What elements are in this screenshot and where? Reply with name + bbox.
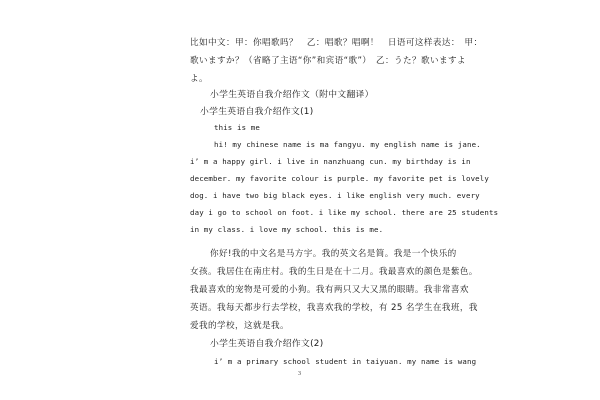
section-1-zh-line-2: 女孩。我居住在南庄村。我的生日是在十二月。我最喜欢的颜色是紫色。 [190, 267, 478, 277]
article-title: 小学生英语自我介绍作文（附中文翻译） [210, 90, 374, 100]
section-1-en-line-6: day i go to school on foot. i like my school. there are 25 students [190, 208, 499, 217]
section-1-en-line-4: december. my favorite colour is purple. my favorite pet is lovely [190, 174, 489, 183]
section-1-zh-line-3: 我最喜欢的宠物是可爱的小狗。我有两只又大又黑的眼睛。我非常喜欢 [190, 285, 469, 295]
section-1-zh-line-4: 英语。我每天都步行去学校，我喜欢我的学校，有 25 名学生在我班，我 [190, 303, 478, 313]
section-1-zh-line-1: 你好!我的中文名是马方宇。我的英文名是简。我是一个快乐的 [210, 249, 457, 259]
section-1-title: 小学生英语自我介绍作文(1) [200, 107, 314, 117]
section-1-en-line-5: dog. i have two big black eyes. i like english very much. every [190, 191, 480, 200]
intro-line-1: 比如中文：甲：你唱歌吗？ 乙：唱歌？唱啊！ 日语可这样表达： 甲： [190, 38, 483, 48]
section-2-en-line-1: i’ m a primary school student in taiyuan. my name is wang [214, 357, 477, 366]
section-1-en-line-3: i’ m a happy girl. i live in nanzhuang cun. my birthday is in [190, 157, 471, 166]
page-number: 3 [298, 371, 301, 377]
intro-line-3: よ。 [190, 74, 208, 84]
section-1-en-line-1: this is me [214, 123, 260, 132]
intro-line-2: 歌いますか？（省略了主语“你”和宾语“歌”） 乙：うた？歌いますよ [190, 56, 466, 66]
section-1-en-line-2: hi! my chinese name is ma fangyu. my english name is jane. [214, 140, 481, 149]
section-1-zh-line-5: 爱我的学校，这就是我。 [190, 321, 289, 331]
section-2-title: 小学生英语自我介绍作文(2) [210, 339, 324, 349]
section-1-en-line-7: in my class. i love my school. this is me. [190, 225, 384, 234]
